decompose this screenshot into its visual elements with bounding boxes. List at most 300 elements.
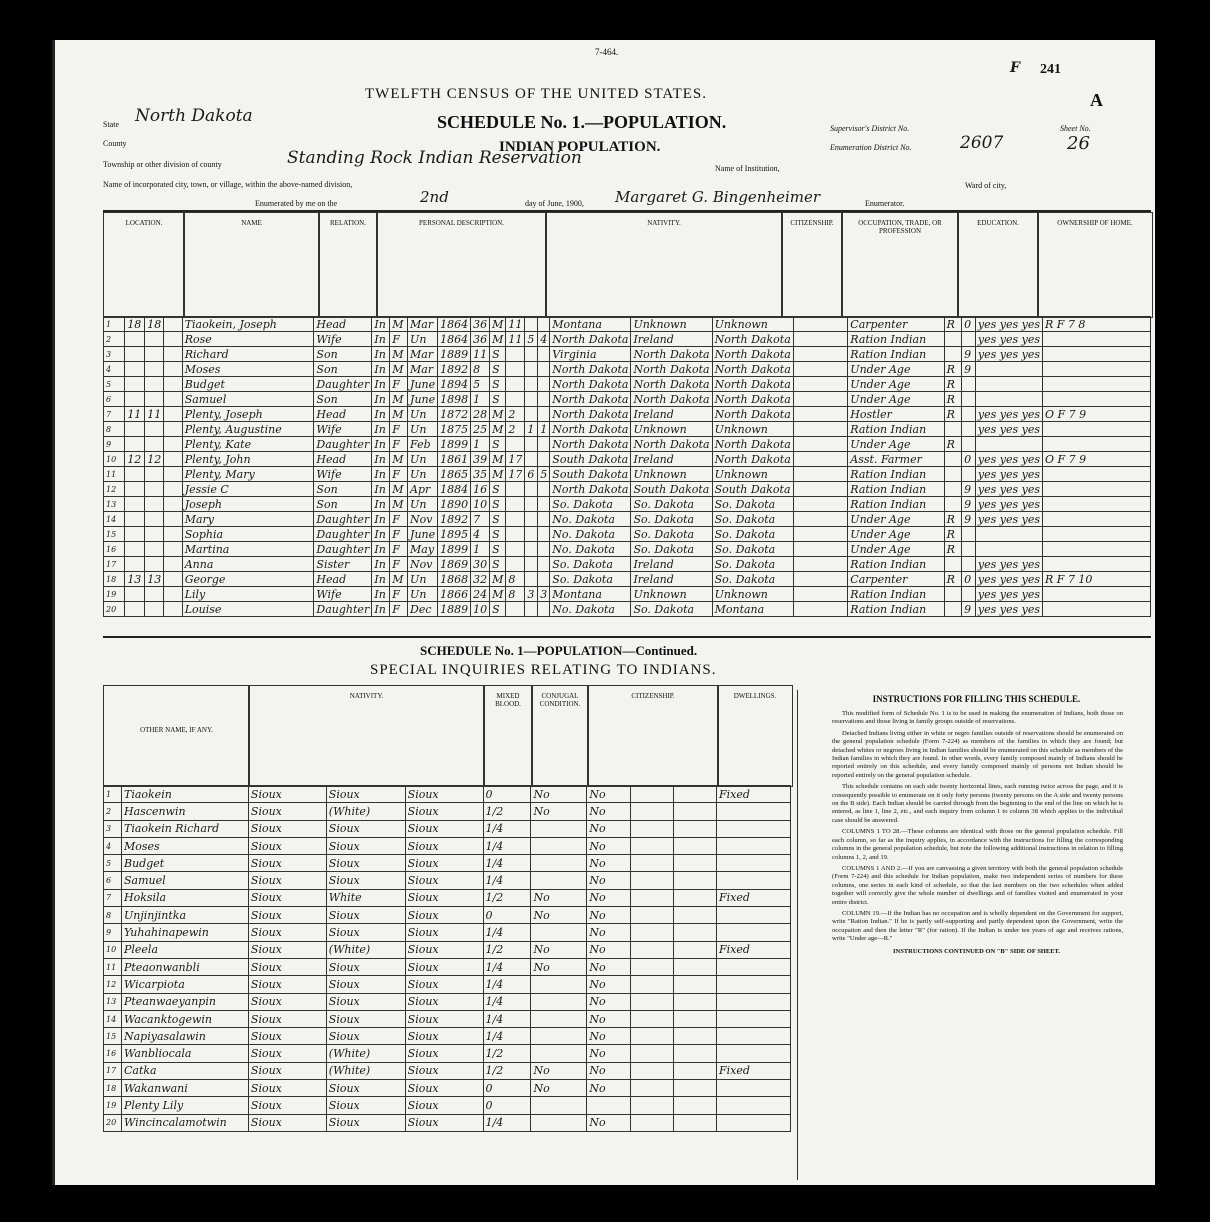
cell-empty (674, 872, 717, 889)
cell-name: Sophia (182, 527, 314, 542)
cell-mo: May (408, 542, 438, 557)
cell-mother: Sioux (405, 958, 483, 975)
instructions-p2: Detached Indians living either in white or negro families outside of reservations should be enumerated on the general population schedule (Form 7-224) as members of the families in which they are found; but detached whites or negroes living in Indian families should be enumerated on this schedule as members of the Indian families in which they are found. In other words, every family composed mainly of Indians should be reported entirely on this schedule, and every family composed mainly of persons not Indian should be reported entirely on the general population schedule. (832, 729, 1123, 779)
cell-yr: 1898 (438, 392, 471, 407)
cell-father: Sioux (326, 958, 405, 975)
cell-pb: Montana (550, 587, 631, 602)
cell-taxed: No (587, 820, 631, 837)
census-row (104, 467, 1151, 482)
cell-mth (525, 572, 538, 587)
cell-liv (538, 497, 550, 512)
cell-pb: Virginia (550, 347, 631, 362)
cell-taxed: No (587, 786, 631, 803)
cell-dw (125, 422, 145, 437)
cell-fam (145, 347, 164, 362)
indian-row (104, 803, 791, 820)
cell-dw (125, 542, 145, 557)
census-sheet (52, 40, 1155, 1185)
cell-pf: North Dakota (631, 392, 712, 407)
cell-pf: Ireland (631, 407, 712, 422)
cell-poly (531, 1010, 587, 1027)
col-name: NAME (183, 212, 320, 318)
cell-pf: Ireland (631, 452, 712, 467)
cell-yr: 1875 (438, 422, 471, 437)
census-row (104, 332, 1151, 347)
cell-empty (674, 976, 717, 993)
col-relation: RELATION. (318, 212, 378, 318)
cell-ms: M (490, 332, 506, 347)
cell-yrs (506, 437, 525, 452)
cell-blood: 1/4 (483, 924, 531, 941)
cell-dw (125, 362, 145, 377)
cell-empty (674, 1062, 717, 1079)
cell-empty (631, 1045, 674, 1062)
cell-n: 9 (104, 437, 125, 452)
cell-empty (793, 482, 848, 497)
cell-r (944, 482, 962, 497)
cell-age: 32 (471, 572, 490, 587)
cell-name: Moses (182, 362, 314, 377)
cell-mth (525, 602, 538, 617)
cell-sex: M (390, 362, 408, 377)
cell-name: Plenty, Joseph (182, 407, 314, 422)
cell-own (1043, 377, 1151, 392)
cell-blood: 1/4 (483, 855, 531, 872)
cell-race: In (372, 377, 390, 392)
cell-empty (164, 542, 183, 557)
cell-mother: Sioux (405, 1114, 483, 1131)
cell-pm: So. Dakota (712, 572, 793, 587)
cell-rel: Son (314, 347, 372, 362)
cell-liv: 5 (538, 467, 550, 482)
cell-empty (164, 362, 183, 377)
cell-father: (White) (326, 1062, 405, 1079)
cell-n: 8 (104, 907, 122, 924)
cell-pm: So. Dakota (712, 527, 793, 542)
cell-r: R (944, 437, 962, 452)
cell-tribe: Sioux (248, 1028, 326, 1045)
cell-liv (538, 482, 550, 497)
cell-ms: M (490, 452, 506, 467)
cell-own (1043, 467, 1151, 482)
cell-mother: Sioux (405, 941, 483, 958)
cell-empty (674, 1080, 717, 1097)
cell-name: Rose (182, 332, 314, 347)
cell-liv (538, 362, 550, 377)
cell-poly (531, 1114, 587, 1131)
cell-tribe: Sioux (248, 1097, 326, 1114)
cell-mo: Apr (408, 482, 438, 497)
cell-father: Sioux (326, 855, 405, 872)
cell-ms: M (490, 467, 506, 482)
cell-mo_un (962, 392, 976, 407)
cell-occ: Under Age (848, 512, 944, 527)
cell-empty (631, 924, 674, 941)
cell-sex: F (390, 512, 408, 527)
col-location: LOCATION. (103, 212, 185, 318)
cell-empty (631, 958, 674, 975)
cell-occ: Under Age (848, 377, 944, 392)
cell-yr: 1894 (438, 377, 471, 392)
cell-blood: 1/2 (483, 803, 531, 820)
cell-empty (793, 407, 848, 422)
cell-empty (674, 1028, 717, 1045)
cell-mth (525, 557, 538, 572)
cell-mother: Sioux (405, 1010, 483, 1027)
cell-mother: Sioux (405, 1097, 483, 1114)
cell-pm: So. Dakota (712, 542, 793, 557)
cell-mo: Nov (408, 512, 438, 527)
cell-r (944, 587, 962, 602)
cell-sex: M (390, 452, 408, 467)
cell-empty (631, 976, 674, 993)
cell-n: 20 (104, 1114, 122, 1131)
cell-other: Tiaokein Richard (121, 820, 248, 837)
cell-pm: Montana (712, 602, 793, 617)
col-occupation: OCCUPATION, TRADE, OR PROFESSION (841, 212, 959, 318)
cell-empty (793, 347, 848, 362)
cell-pb: Montana (550, 317, 631, 332)
cell-r (944, 467, 962, 482)
cell-race: In (372, 422, 390, 437)
cell-blood: 0 (483, 907, 531, 924)
state-label: State (103, 120, 119, 129)
col-conjugal: CONJUGAL CONDITION. (531, 685, 589, 787)
census-row (104, 557, 1151, 572)
cell-tribe: Sioux (248, 1080, 326, 1097)
cell-empty (631, 1028, 674, 1045)
cell-n: 11 (104, 958, 122, 975)
cell-pf: So. Dakota (631, 542, 712, 557)
cell-dw (125, 587, 145, 602)
cell-mo_un: 9 (962, 347, 976, 362)
cell-occ: Under Age (848, 542, 944, 557)
cell-father: Sioux (326, 907, 405, 924)
cell-pm: North Dakota (712, 407, 793, 422)
cell-ms: S (490, 482, 506, 497)
cell-mth (525, 362, 538, 377)
cell-tribe: Sioux (248, 803, 326, 820)
cell-name: Plenty, Mary (182, 467, 314, 482)
cell-yr: 1872 (438, 407, 471, 422)
cell-pf: So. Dakota (631, 497, 712, 512)
cell-sex: F (390, 587, 408, 602)
cell-empty (631, 941, 674, 958)
lower-subtitle: SPECIAL INQUIRIES RELATING TO INDIANS. (370, 662, 717, 678)
col-dwellings: DWELLINGS. (717, 685, 793, 787)
cell-r (944, 332, 962, 347)
cell-occ: Hostler (848, 407, 944, 422)
cell-poly (531, 976, 587, 993)
cell-mother: Sioux (405, 1028, 483, 1045)
cell-mth: 6 (525, 467, 538, 482)
cell-n: 18 (104, 1080, 122, 1097)
cell-empty (164, 437, 183, 452)
cell-dw (125, 527, 145, 542)
cell-blood: 1/4 (483, 1114, 531, 1131)
cell-occ: Under Age (848, 527, 944, 542)
cell-n: 1 (104, 317, 125, 332)
cell-mother: Sioux (405, 1080, 483, 1097)
indian-row (104, 1062, 791, 1079)
cell-father: Sioux (326, 872, 405, 889)
cell-other: Yuhahinapewin (121, 924, 248, 941)
cell-n: 3 (104, 820, 122, 837)
cell-dw (125, 602, 145, 617)
cell-pf: South Dakota (631, 482, 712, 497)
cell-mother: Sioux (405, 1045, 483, 1062)
cell-yrs: 2 (506, 407, 525, 422)
cell-taxed: No (587, 1045, 631, 1062)
cell-poly: No (531, 1080, 587, 1097)
cell-empty (631, 820, 674, 837)
cell-blood: 1/2 (483, 1045, 531, 1062)
cell-tribe: Sioux (248, 1010, 326, 1027)
cell-fam (145, 377, 164, 392)
cell-n: 2 (104, 332, 125, 347)
cell-pf: So. Dakota (631, 512, 712, 527)
cell-yr: 1868 (438, 572, 471, 587)
cell-empty (793, 497, 848, 512)
cell-other: Pleela (121, 941, 248, 958)
cell-ms: S (490, 347, 506, 362)
cell-r (944, 452, 962, 467)
cell-mth (525, 377, 538, 392)
cell-liv (538, 572, 550, 587)
cell-blood: 1/4 (483, 976, 531, 993)
cell-blood: 1/2 (483, 889, 531, 906)
cell-tribe: Sioux (248, 820, 326, 837)
cell-n: 12 (104, 482, 125, 497)
cell-father: (White) (326, 803, 405, 820)
cell-occ: Carpenter (848, 317, 944, 332)
cell-mth: 3 (525, 587, 538, 602)
cell-ed (975, 527, 1042, 542)
cell-other: Plenty Lily (121, 1097, 248, 1114)
cell-poly: No (531, 941, 587, 958)
cell-race: In (372, 497, 390, 512)
cell-liv: 4 (538, 332, 550, 347)
cell-n: 17 (104, 1062, 122, 1079)
cell-empty (674, 958, 717, 975)
cell-age: 1 (471, 437, 490, 452)
instructions-footer: INSTRUCTIONS CONTINUED ON "B" SIDE OF SHEET. (892, 947, 1061, 955)
cell-rel: Daughter (314, 512, 372, 527)
cell-other: Samuel (121, 872, 248, 889)
instructions-title: INSTRUCTIONS FOR FILLING THIS SCHEDULE. (872, 694, 1081, 704)
cell-dw: 13 (125, 572, 145, 587)
cell-mother: Sioux (405, 993, 483, 1010)
state-value: North Dakota (135, 106, 253, 126)
cell-ed: yes yes yes (975, 452, 1042, 467)
cell-pf: Unknown (631, 587, 712, 602)
cell-ed: yes yes yes (975, 512, 1042, 527)
indian-row (104, 1010, 791, 1027)
cell-n: 6 (104, 392, 125, 407)
cell-pf: So. Dakota (631, 602, 712, 617)
cell-empty (793, 602, 848, 617)
cell-rel: Head (314, 317, 372, 332)
cell-rel: Wife (314, 587, 372, 602)
cell-dw: 18 (125, 317, 145, 332)
cell-liv (538, 392, 550, 407)
census-row (104, 317, 1151, 332)
cell-pb: No. Dakota (550, 542, 631, 557)
cell-liv (538, 437, 550, 452)
cell-pb: No. Dakota (550, 512, 631, 527)
cell-liv (538, 347, 550, 362)
cell-tribe: Sioux (248, 941, 326, 958)
cell-mo: Un (408, 452, 438, 467)
cell-poly: No (531, 889, 587, 906)
cell-rel: Daughter (314, 542, 372, 557)
col-lower-nativity: NATIVITY. (248, 685, 485, 787)
cell-liv: 1 (538, 422, 550, 437)
cell-ms: M (490, 317, 506, 332)
cell-r (944, 422, 962, 437)
cell-pb: South Dakota (550, 467, 631, 482)
cell-pm: North Dakota (712, 362, 793, 377)
cell-mo_un (962, 437, 976, 452)
cell-pf: North Dakota (631, 437, 712, 452)
cell-fam: 13 (145, 572, 164, 587)
cell-n: 6 (104, 872, 122, 889)
cell-empty (631, 1097, 674, 1114)
cell-father: Sioux (326, 786, 405, 803)
cell-n: 5 (104, 377, 125, 392)
cell-dwell (717, 993, 791, 1010)
cell-empty (631, 1010, 674, 1027)
cell-empty (164, 482, 183, 497)
cell-taxed: No (587, 1062, 631, 1079)
cell-dwell (717, 907, 791, 924)
cell-liv (538, 512, 550, 527)
cell-age: 16 (471, 482, 490, 497)
cell-pm: Unknown (712, 467, 793, 482)
cell-blood: 0 (483, 1097, 531, 1114)
cell-empty (164, 602, 183, 617)
cell-fam (145, 527, 164, 542)
cell-other: Napiyasalawin (121, 1028, 248, 1045)
cell-ms: S (490, 437, 506, 452)
cell-yrs (506, 482, 525, 497)
cell-empty (674, 820, 717, 837)
cell-pb: So. Dakota (550, 572, 631, 587)
cell-occ: Asst. Farmer (848, 452, 944, 467)
page-number: 241 (1040, 62, 1061, 77)
cell-yr: 1889 (438, 602, 471, 617)
cell-r (944, 497, 962, 512)
lower-title: SCHEDULE No. 1—POPULATION—Continued. (420, 643, 698, 658)
cell-yr: 1864 (438, 317, 471, 332)
cell-pf: Ireland (631, 332, 712, 347)
cell-rel: Son (314, 392, 372, 407)
cell-rel: Sister (314, 557, 372, 572)
cell-ms: M (490, 422, 506, 437)
cell-empty (631, 855, 674, 872)
cell-pb: North Dakota (550, 482, 631, 497)
cell-tribe: Sioux (248, 1114, 326, 1131)
cell-age: 8 (471, 362, 490, 377)
cell-mo_un (962, 527, 976, 542)
cell-race: In (372, 392, 390, 407)
indian-row (104, 1080, 791, 1097)
cell-empty (674, 889, 717, 906)
cell-mo_un (962, 587, 976, 602)
cell-r: R (944, 317, 962, 332)
cell-yr: 1892 (438, 512, 471, 527)
cell-own (1043, 422, 1151, 437)
cell-tribe: Sioux (248, 958, 326, 975)
cell-taxed: No (587, 837, 631, 854)
cell-liv (538, 377, 550, 392)
cell-fam: 12 (145, 452, 164, 467)
enumerator-label: Enumerator. (865, 199, 905, 208)
sheet-no-value: 26 (1067, 133, 1090, 154)
cell-fam (145, 362, 164, 377)
cell-mo_un: 9 (962, 497, 976, 512)
census-row (104, 392, 1151, 407)
cell-pb: No. Dakota (550, 527, 631, 542)
cell-mother: Sioux (405, 907, 483, 924)
cell-empty (631, 1062, 674, 1079)
cell-age: 11 (471, 347, 490, 362)
cell-occ: Ration Indian (848, 467, 944, 482)
cell-yr: 1869 (438, 557, 471, 572)
cell-empty (164, 527, 183, 542)
cell-ed: yes yes yes (975, 317, 1042, 332)
cell-poly (531, 837, 587, 854)
cell-poly: No (531, 1062, 587, 1079)
cell-n: 15 (104, 1028, 122, 1045)
cell-mother: Sioux (405, 786, 483, 803)
cell-own (1043, 602, 1151, 617)
cell-other: Pteaonwanbli (121, 958, 248, 975)
cell-liv (538, 407, 550, 422)
cell-ms: M (490, 407, 506, 422)
cell-taxed: No (587, 803, 631, 820)
cell-yr: 1864 (438, 332, 471, 347)
cell-taxed: No (587, 1114, 631, 1131)
cell-yr: 1899 (438, 437, 471, 452)
cell-empty (164, 407, 183, 422)
cell-taxed: No (587, 976, 631, 993)
indian-row (104, 907, 791, 924)
cell-empty (631, 1114, 674, 1131)
cell-empty (631, 837, 674, 854)
indian-row (104, 1045, 791, 1062)
cell-dwell (717, 1045, 791, 1062)
cell-age: 36 (471, 317, 490, 332)
cell-rel: Wife (314, 422, 372, 437)
col-ownership: OWNERSHIP OF HOME. (1037, 212, 1153, 318)
indian-row (104, 837, 791, 854)
cell-age: 39 (471, 452, 490, 467)
cell-blood: 1/4 (483, 993, 531, 1010)
cell-age: 10 (471, 497, 490, 512)
cell-empty (793, 512, 848, 527)
cell-poly: No (531, 786, 587, 803)
cell-r: R (944, 392, 962, 407)
cell-dwell (717, 958, 791, 975)
cell-father: White (326, 889, 405, 906)
cell-other: Wanbliocala (121, 1045, 248, 1062)
cell-race: In (372, 557, 390, 572)
cell-mo: Un (408, 407, 438, 422)
cell-ms: S (490, 512, 506, 527)
cell-rel: Son (314, 497, 372, 512)
cell-father: (White) (326, 941, 405, 958)
